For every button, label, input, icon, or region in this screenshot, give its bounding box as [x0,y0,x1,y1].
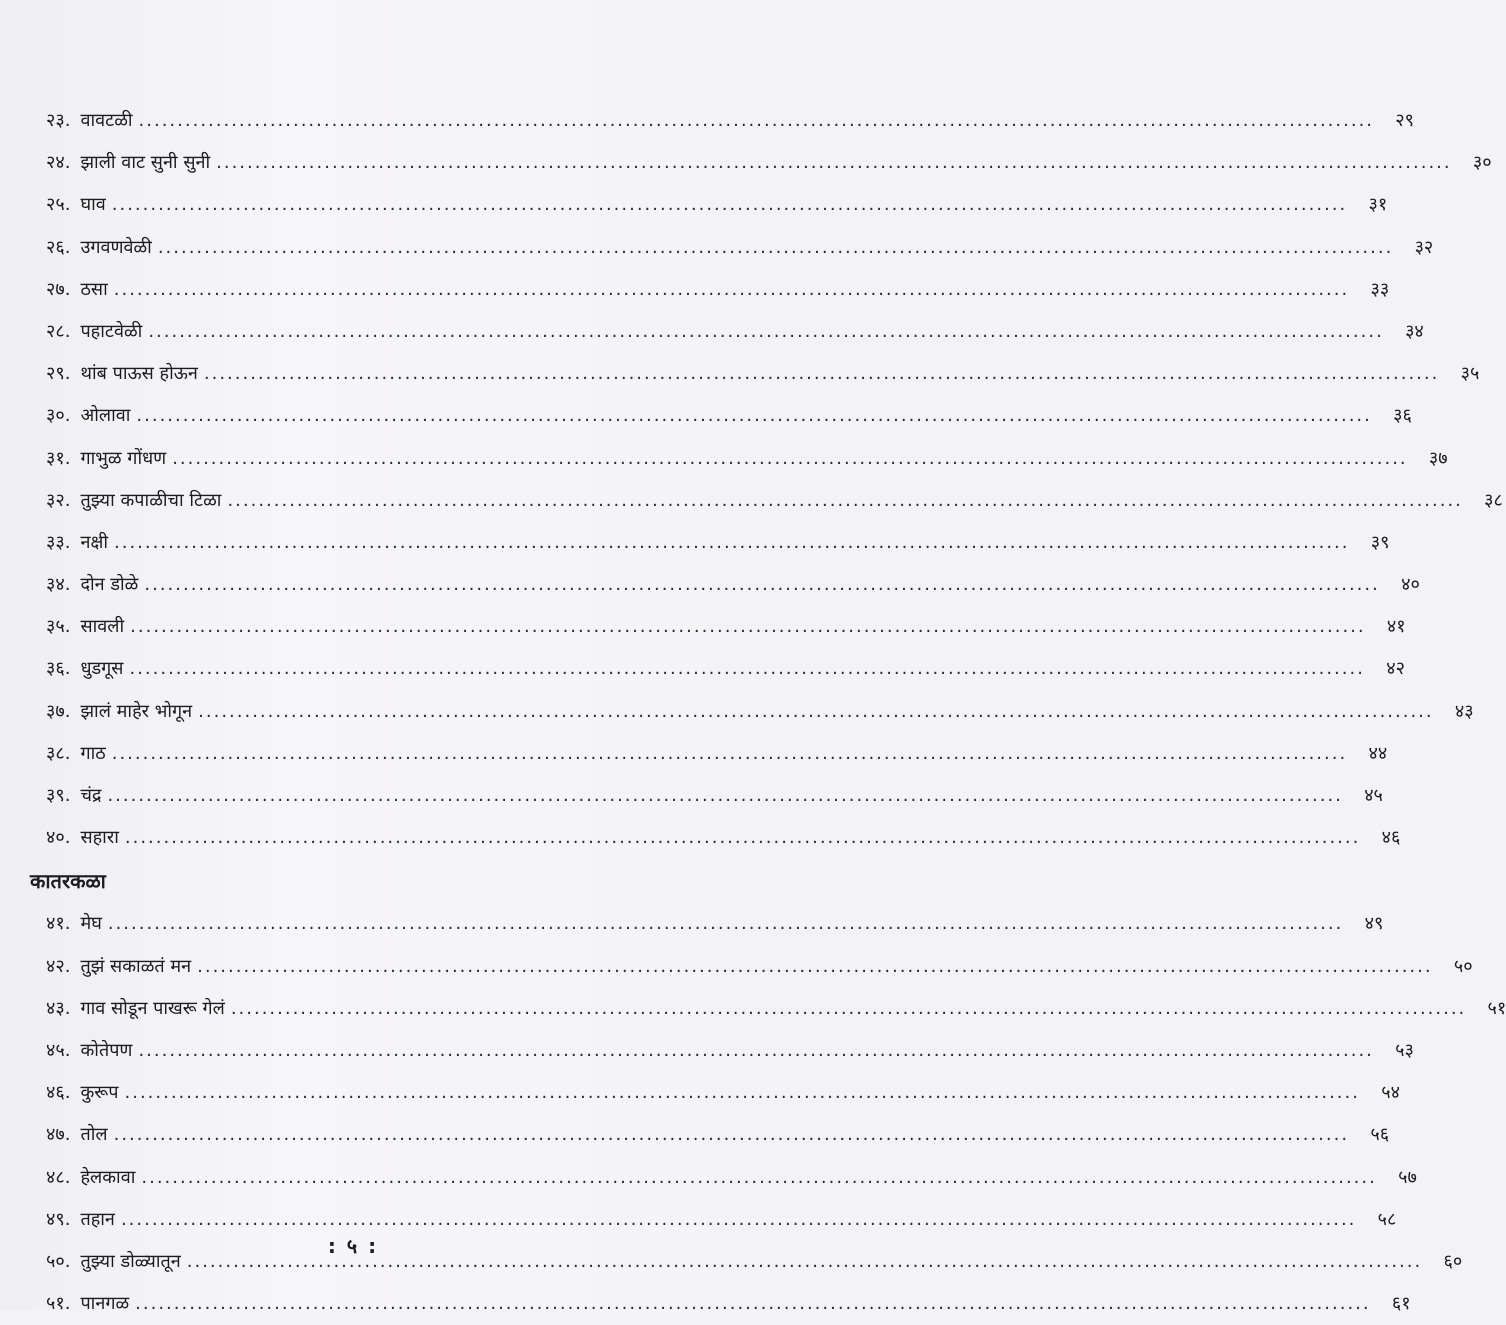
dot-leader: ................................................................................................................................................................ [227,489,1463,511]
entry-number: ३३. [46,531,71,553]
dot-leader: ................................................................................................................................................................ [107,785,1343,806]
toc-entry [46,946,1473,988]
toc-entry [46,269,1390,311]
entry-page-number: ४२ [1386,658,1405,680]
entry-page-number: ३९ [1370,531,1390,553]
entry-title: वावटळी [80,110,133,131]
entry-number: ४५. [46,1039,71,1061]
entry-number: ४८. [46,1166,71,1188]
entry-title: सावली [80,616,125,638]
entry-page-number: ५४ [1381,1082,1400,1104]
dot-leader: ................................................................................................................................................................ [216,152,1452,174]
entry-number: २४. [46,152,71,174]
entry-number: ५०. [46,1250,71,1272]
table-of-contents [30,100,1506,1325]
entry-title: चंद्र [80,785,102,806]
dot-leader: ................................................................................................................................................................ [129,658,1365,680]
entry-page-number: ५६ [1370,1124,1390,1146]
entry-page-number: ५० [1453,955,1473,977]
dot-leader: ................................................................................................................................................................ [120,1208,1357,1230]
entry-page-number: ४४ [1368,742,1388,764]
entry-title: तुझ्या कपाळीचा टिळा [80,489,222,511]
entry-page-number: ४९ [1364,913,1384,935]
dot-leader: ................................................................................................................................................................ [141,1166,1377,1188]
page-number-footer: : ५ : [327,1234,379,1258]
entry-number: २५. [46,194,71,216]
entry-title: ओलावा [80,405,131,427]
entry-title: झालं माहेर भोगून [80,700,193,722]
toc-entry [46,184,1388,226]
toc-entry [46,480,1503,522]
entry-title: तोल [80,1124,108,1146]
entry-title: तुझं सकाळतं मन [80,955,192,977]
entry-number: ४९. [46,1208,71,1230]
entry-page-number: ४५ [1364,785,1383,806]
toc-entry [46,775,1383,817]
entry-title: कोतेपण [80,1039,133,1061]
entry-number: ४१. [46,913,71,935]
entry-number: ४७. [46,1124,71,1146]
dot-leader: ................................................................................................................................................................ [135,1293,1371,1315]
toc-entry [46,142,1492,184]
entry-title: घाव [80,194,106,216]
entry-number: २८. [46,320,71,342]
toc-entry [46,648,1405,690]
entry-page-number: ३४ [1405,320,1424,342]
entry-page-number: ५८ [1377,1208,1397,1230]
entry-title: दोन डोळे [80,574,139,596]
entry-page-number: ६० [1443,1250,1463,1272]
entry-title: धुडगूस [80,658,124,680]
toc-entry [46,1030,1414,1072]
entry-title: झाली वाट सुनी सुनी [80,152,211,174]
entry-title: उगवणवेळी [80,236,152,258]
entry-title: पहाटवेळी [80,320,143,342]
dot-leader: ................................................................................................................................................................ [230,997,1467,1019]
toc-entry [46,395,1412,437]
entry-title: कुरूप [80,1082,119,1104]
toc-entry [46,988,1506,1030]
dot-leader: ................................................................................................................................................................ [111,194,1348,216]
entry-page-number: ५१ [1487,997,1506,1019]
entry-number: ५१. [46,1293,71,1315]
entry-title: सहारा [80,827,119,849]
entry-number: २९. [46,363,71,385]
entry-number: ३०. [46,405,71,427]
dot-leader: ................................................................................................................................................................ [138,1039,1374,1061]
entry-page-number: ३३ [1370,278,1390,300]
toc-entry [46,227,1434,269]
dot-leader: ................................................................................................................................................................ [186,1250,1423,1272]
entry-page-number: ४१ [1386,616,1406,638]
entry-number: २६. [46,236,71,258]
entry-number: ३१. [46,447,71,469]
entry-number: ३८. [46,742,71,764]
entry-page-number: ५७ [1398,1166,1417,1188]
entry-page-number: ३१ [1368,194,1388,216]
dot-leader: ................................................................................................................................................................ [148,320,1384,342]
entry-page-number: २९ [1395,110,1415,131]
entry-title: तुझ्या डोळ्यातून [80,1250,181,1272]
toc-entry [46,606,1406,648]
entry-number: २७. [46,278,71,300]
entry-title: गाव सोडून पाखरू गेलं [80,997,225,1019]
dot-leader: ................................................................................................................................................................ [144,574,1380,596]
toc-group-2 [46,903,1506,1325]
toc-entry [46,1114,1390,1156]
entry-page-number: ४६ [1381,827,1401,849]
toc-entry [46,1283,1411,1325]
section-heading: कातरकळा [30,869,106,894]
dot-leader: ................................................................................................................................................................ [197,955,1433,977]
entry-page-number: ३८ [1484,489,1503,511]
entry-number: ३२. [46,489,71,511]
entry-title: नक्षी [80,531,109,553]
toc-entry [46,691,1474,733]
toc-entry [46,1072,1400,1114]
dot-leader: ................................................................................................................................................................ [124,827,1361,849]
entry-page-number: ४० [1401,574,1420,596]
entry-page-number: ३५ [1460,363,1480,385]
toc-entry [46,438,1448,480]
dot-leader: ................................................................................................................................................................ [203,363,1440,385]
entry-number: २३. [46,110,71,131]
entry-number: ४३. [46,997,71,1019]
dot-leader: ................................................................................................................................................................ [113,1124,1350,1146]
dot-leader: ................................................................................................................................................................ [136,405,1372,427]
entry-page-number: ३६ [1393,405,1412,427]
entry-page-number: ६१ [1391,1293,1411,1315]
entry-title: मेघ [80,913,102,935]
toc-entry [46,311,1424,353]
entry-page-number: ३७ [1428,447,1448,469]
toc-entry [46,733,1388,775]
toc-entry [46,564,1420,606]
entry-number: ४६. [46,1082,71,1104]
dot-leader: ................................................................................................................................................................ [124,1082,1360,1104]
entry-number: ४०. [46,827,71,849]
entry-title: गाभुळ गोंधण [80,447,167,469]
toc-entry [46,522,1390,564]
dot-leader: ................................................................................................................................................................ [198,700,1434,722]
dot-leader: ................................................................................................................................................................ [107,913,1344,935]
entry-title: हेलकावा [80,1166,136,1188]
dot-leader: ................................................................................................................................................................ [114,531,1350,553]
dot-leader: ................................................................................................................................................................ [111,742,1348,764]
entry-title: पानगळ [80,1293,130,1315]
entry-number: ३९. [46,785,71,806]
dot-leader: ................................................................................................................................................................ [130,616,1366,638]
entry-page-number: ३२ [1414,236,1434,258]
entry-number: ३४. [46,574,71,596]
entry-number: ३७. [46,700,71,722]
entry-number: ४२. [46,955,71,977]
entry-number: ३५. [46,616,71,638]
dot-leader: ................................................................................................................................................................ [138,110,1375,131]
dot-leader: ................................................................................................................................................................ [157,236,1394,258]
entry-title: थांब पाऊस होऊन [80,363,198,385]
entry-title: ठसा [80,278,108,300]
toc-entry [46,100,1415,142]
toc-entry [46,353,1480,395]
entry-page-number: ४३ [1454,700,1474,722]
toc-entry [46,817,1401,859]
toc-entry [46,1157,1417,1199]
entry-title: तहान [80,1208,115,1230]
entry-title: गाठ [80,742,106,764]
dot-leader: ................................................................................................................................................................ [113,278,1350,300]
entry-page-number: ३० [1472,152,1492,174]
entry-number: ३६. [46,658,71,680]
dot-leader: ................................................................................................................................................................ [172,447,1408,469]
toc-entry [46,903,1384,945]
toc-group-1 [46,100,1503,859]
entry-page-number: ५३ [1395,1039,1414,1061]
